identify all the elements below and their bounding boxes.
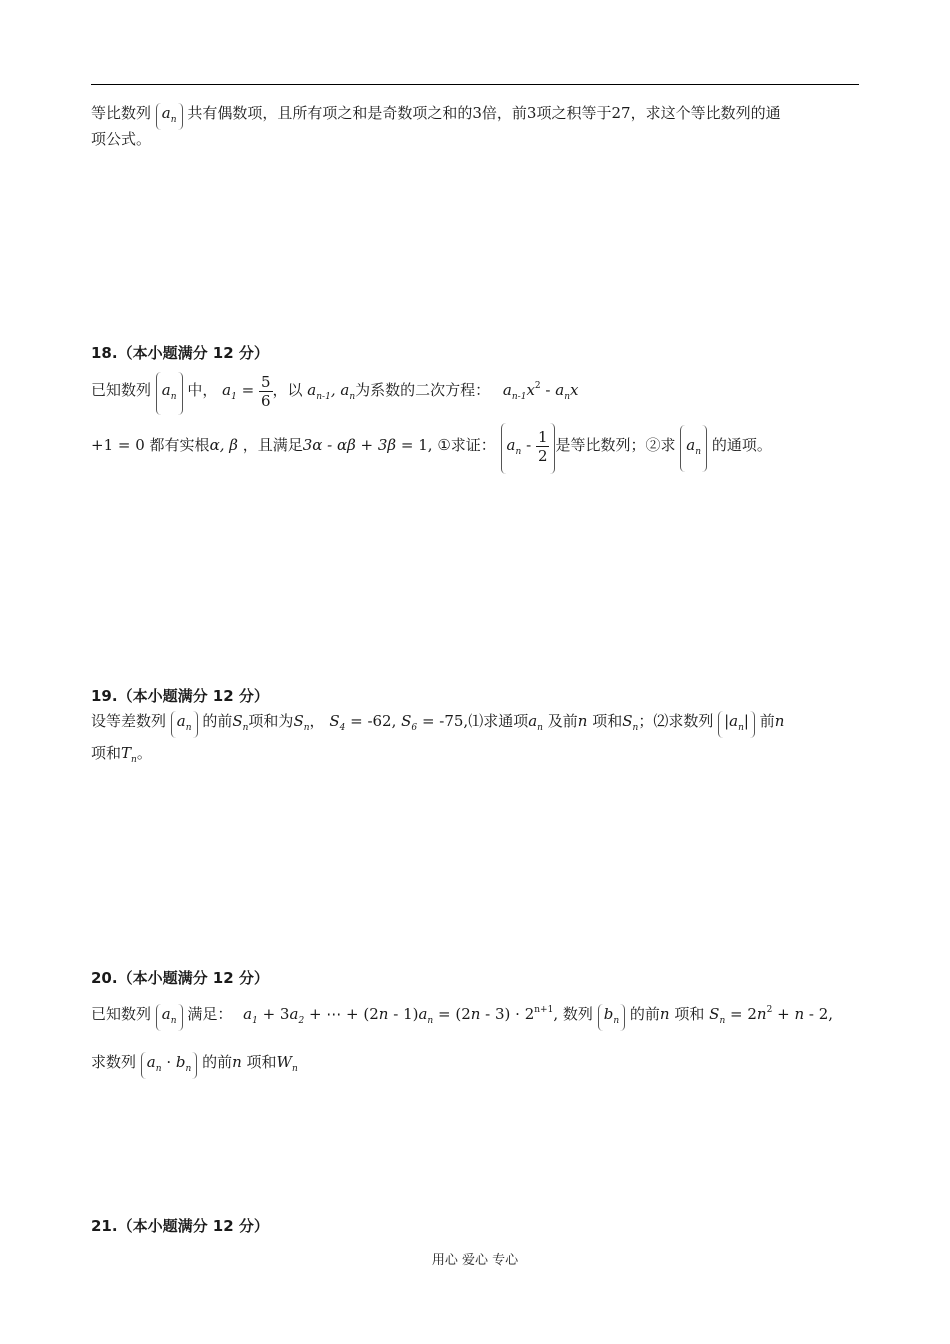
q20-line-2: 求数列 $a_n \cdot b_n$ 的前n 项和$W_n$ bbox=[91, 1052, 298, 1079]
sequence-an: $a_n$ bbox=[156, 1004, 183, 1031]
q17-line-1: 等比数列 $a_n$ 共有偶数项，且所有项之和是奇数项之和的3倍，前3项之积等于27，求这个等比数列的通 bbox=[91, 103, 781, 130]
q18-line-2: +1 = 0 都有实根α, β ，且满足3α - αβ + 3β = 1, ①求证： $a_n$ - $\frac{1}{2}$ 是等比数列；②求 $a_n$ 的通项。 bbox=[91, 423, 772, 474]
q19-line-2: 项和$T_n$。 bbox=[91, 744, 152, 765]
q17-line-2: 项公式。 bbox=[91, 130, 152, 148]
q18-line-1: 已知数列 $a_n$ 中， $a_1$ = $\frac{5}{6}$ ，以 $a_{n-1}$, $a_n$为系数的二次方程： $a_{n-1}x^2 - a_nx$ bbox=[91, 368, 578, 415]
sequence-an: $a_n$ bbox=[680, 425, 707, 472]
q19-heading: 19.（本小题满分 12 分） bbox=[91, 687, 269, 705]
q21-heading: 21.（本小题满分 12 分） bbox=[91, 1217, 269, 1235]
sequence-abs-an: $|a_n|$ bbox=[718, 711, 755, 738]
sequence-an: $a_n$ bbox=[156, 372, 183, 415]
q19-line-1: 设等差数列 $a_n$ 的前$S_n$项和为$S_n$， $S_4 = -62$, $S_6$ = -75,⑴求通项$a_n$ 及前n 项和$S_n$；⑵求数列 $|a_n|$ 前n bbox=[91, 711, 784, 738]
sequence-an: $a_n$ bbox=[156, 103, 183, 130]
q20-line-1: 已知数列 $a_n$ 满足： $a_1 + 3a_2$ + ⋯ + $(2n - 1)a_n = (2n - 3) \cdot 2^{n+1}$, 数列 $b_n$ 的前n 项和 $S_n = 2n^2 + n - 2$, bbox=[91, 1000, 833, 1031]
sequence-an: $a_n$ bbox=[171, 711, 198, 738]
sequence-an-minus-half: $a_n$ - $\frac{1}{2}$ bbox=[501, 423, 556, 474]
top-rule bbox=[91, 84, 859, 85]
q18-heading: 18.（本小题满分 12 分） bbox=[91, 344, 269, 362]
q20-heading: 20.（本小题满分 12 分） bbox=[91, 969, 269, 987]
sequence-bn: $b_n$ bbox=[598, 1004, 625, 1031]
fraction-5-6: $\frac{5}{6}$ bbox=[260, 372, 271, 410]
page-footer: 用心 爱心 专心 bbox=[431, 1253, 519, 1268]
sequence-an-bn: $a_n \cdot b_n$ bbox=[141, 1052, 197, 1079]
